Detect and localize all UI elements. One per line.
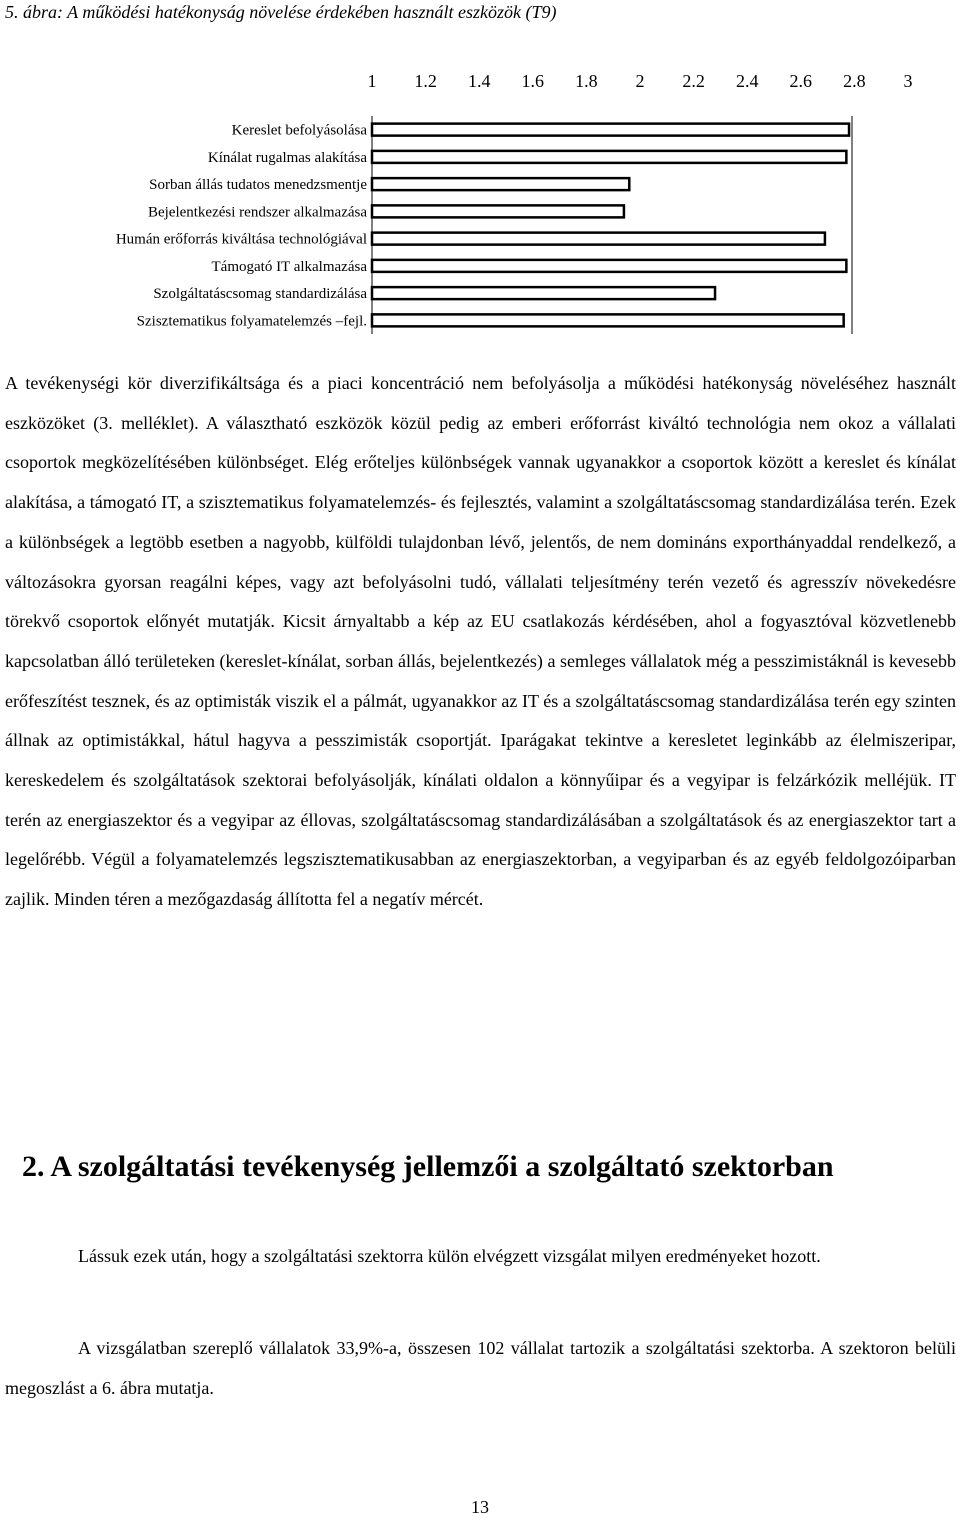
x-tick-label: 1.8: [575, 71, 598, 91]
bar-chart: [0, 60, 960, 340]
bar: [372, 287, 715, 299]
category-label: Támogató IT alkalmazása: [211, 258, 367, 275]
bar: [372, 178, 629, 190]
bar: [372, 314, 844, 326]
category-label: Kereslet befolyásolása: [231, 122, 367, 139]
category-labels: [116, 123, 367, 330]
category-label: Kínálat rugalmas alakítása: [207, 149, 367, 166]
x-tick-label: 2.6: [789, 71, 813, 91]
category-label: Humán erőforrás kiváltása technológiával: [115, 231, 367, 248]
bars: [372, 124, 849, 327]
bar: [372, 260, 846, 272]
bar: [372, 151, 846, 163]
x-tick-label: 2.4: [735, 71, 759, 91]
category-label: Sorban állás tudatos menedzsmentje: [149, 177, 367, 194]
section-heading: 2. A szolgáltatási tevékenység jellemzői a szolgáltató szektorban: [22, 1150, 834, 1183]
category-label: Szolgáltatáscsomag standardizálása: [153, 286, 367, 303]
x-axis-ticks: [368, 71, 913, 91]
paragraph-1: A tevékenységi kör diverzifikáltsága és a piaci koncentráció nem befolyásolja a működési hatékonyság növeléséhez használt eszközöket (3. melléklet). A választható eszközök közül pedig az emberi erőforrást kiváltó technológia nem okoz a vállalati csoportok megközelítésében különbséget. Elég erőteljes különbségek vannak ugyanakkor a csoportok között a kereslet és kínálat alakítása, a támogató IT, a szisztematikus folyamatelemzés- és fejlesztés, valamint a szolgáltatáscsomag standardizálása terén. Ezek a különbségek a legtöbb esetben a nagyobb, külföldi tulajdonban lévő, jelentős, de nem domináns exporthányaddal rendelkező, a változásokra gyorsan reagálni képes, vagy azt befolyásolni tudó, vállalati teljesítmény terén vezető és agresszív növekedésre törekvő csoportok előnyét mutatják. Kicsit árnyaltabb a kép az EU csatlakozás kérdésében, ahol a fogyasztóval közvetlenebb kapcsolatban álló területeken (kereslet-kínálat, sorban állás, bejelentkezés) a semleges vállalatok még a pesszimistáknál is kevesebb erőfeszítést tesznek, és az optimisták viszik el a pálmát, ugyanakkor az IT és a szolgáltatáscsomag standardizálása terén egy szinten állnak az optimistákkal, hátul hagyva a pesszimisták csoportját. Iparágakat tekintve a keresletet leginkább az élelmiszeripar, kereskedelem és szolgáltatások szektorai befolyásolják, kínálati oldalon a könnyűipar és a vegyipar is felzárkózik melléjük. IT terén az energiaszektor és a vegyipar az éllovas, szolgáltatáscsomag standardizálásában a szolgáltatások és az energiaszektor tart a legelőrébb. Végül a folyamatelemzés legszisztematikusabban az energiaszektorban, a vegyiparban és az egyéb feldolgozóiparban zajlik. Minden téren a mezőgazdaság állította fel a negatív mércét.: [5, 373, 956, 910]
category-label: Bejelentkezési rendszer alkalmazása: [147, 204, 367, 221]
x-tick-label: 2.8: [843, 71, 866, 91]
bar: [372, 205, 624, 217]
bar: [372, 233, 825, 245]
paragraph-2: Lássuk ezek után, hogy a szolgáltatási szektorra külön elvégzett vizsgálat milyen eredményeket hozott.: [78, 1246, 821, 1266]
paragraph-3: A vizsgálatban szereplő vállalatok 33,9%-a, összesen 102 vállalat tartozik a szolgáltatási szektorba. A szektoron belüli megoszlást a 6. ábra mutatja.: [5, 1338, 956, 1398]
x-tick-label: 2: [635, 71, 645, 91]
category-label: Szisztematikus folyamatelemzés –fejl.: [136, 313, 367, 330]
bar: [372, 124, 849, 136]
page-number: 13: [471, 1497, 489, 1517]
figure-caption: 5. ábra: A működési hatékonyság növelése érdekében használt eszközök (T9): [5, 2, 557, 22]
x-tick-label: 1.6: [521, 71, 545, 91]
axis-lines: [372, 116, 852, 334]
x-tick-label: 2.2: [682, 71, 705, 91]
x-tick-label: 3: [903, 71, 913, 91]
x-tick-label: 1.2: [414, 71, 437, 91]
x-tick-label: 1: [367, 71, 377, 91]
x-tick-label: 1.4: [467, 71, 491, 91]
